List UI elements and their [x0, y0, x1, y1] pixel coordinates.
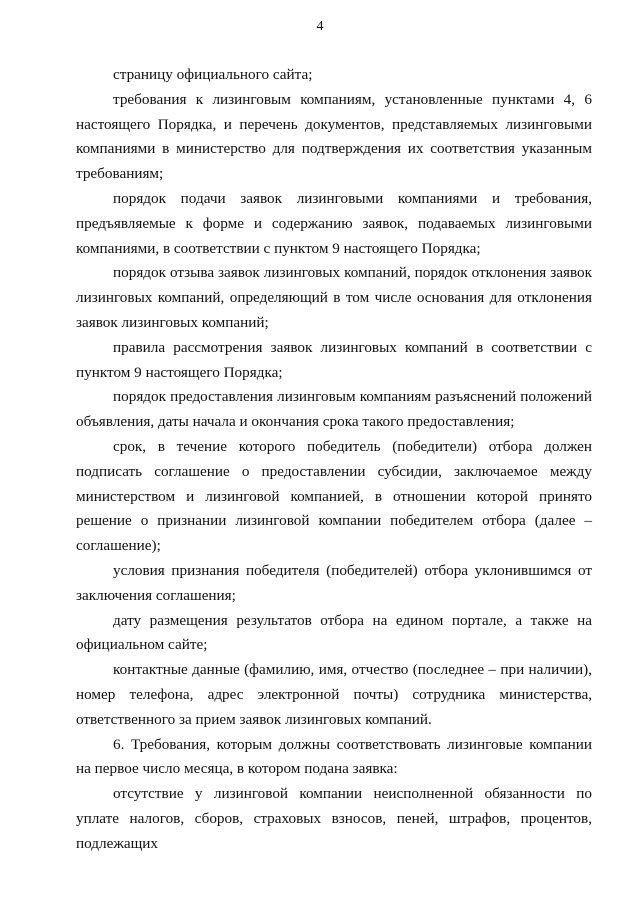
page-number: 4 — [316, 19, 324, 34]
paragraph-11: 6. Требования, которым должны соответствовать лизинговые компании на первое число месяца, в котором подана заявка: — [76, 735, 592, 778]
paragraph-5: правила рассмотрения заявок лизинговых компаний в соответствии с пунктом 9 настоящего Порядка; — [76, 338, 592, 381]
paragraph-8: условия признания победителя (победителей) отбора уклонившимся от заключения соглашения; — [76, 561, 592, 604]
paragraph-12: отсутствие у лизинговой компании неисполненной обязанности по уплате налогов, сборов, страховых взносов, пеней, штрафов, процентов, подлежащих — [76, 785, 592, 852]
document-body — [76, 63, 592, 857]
paragraph-4: порядок отзыва заявок лизинговых компаний, порядок отклонения заявок лизинговых компаний, определяющий в том числе основания для отклонения заявок лизинговых компаний; — [76, 264, 592, 331]
paragraph-10: контактные данные (фамилию, имя, отчество (последнее – при наличии), номер телефона, адрес электронной почты) сотрудника министерства, ответственного за прием заявок лизинговых компаний. — [76, 661, 592, 728]
paragraph-6: порядок предоставления лизинговым компаниям разъяснений положений объявления, даты начала и окончания срока такого предоставления; — [76, 388, 592, 431]
paragraph-1: страницу официального сайта; — [113, 66, 313, 83]
paragraph-2: требования к лизинговым компаниям, установленные пунктами 4, 6 настоящего Порядка, и перечень документов, представляемых лизинговыми компаниями в министерство для подтверждения их соответствия указанным требованиям; — [76, 90, 592, 183]
paragraph-7: срок, в течение которого победитель (победители) отбора должен подписать соглашение о предоставлении субсидии, заключаемое между министерством и лизинговой компанией, в отношении которой принято решение о признании лизинговой компании победителем отбора (далее – соглашение); — [76, 437, 592, 555]
paragraph-9: дату размещения результатов отбора на едином портале, а также на официальном сайте; — [76, 611, 592, 654]
paragraph-3: порядок подачи заявок лизинговыми компаниями и требования, предъявляемые к форме и содержанию заявок, подаваемых лизинговыми компаниями, в соответствии с пунктом 9 настоящего Порядка; — [76, 189, 592, 257]
